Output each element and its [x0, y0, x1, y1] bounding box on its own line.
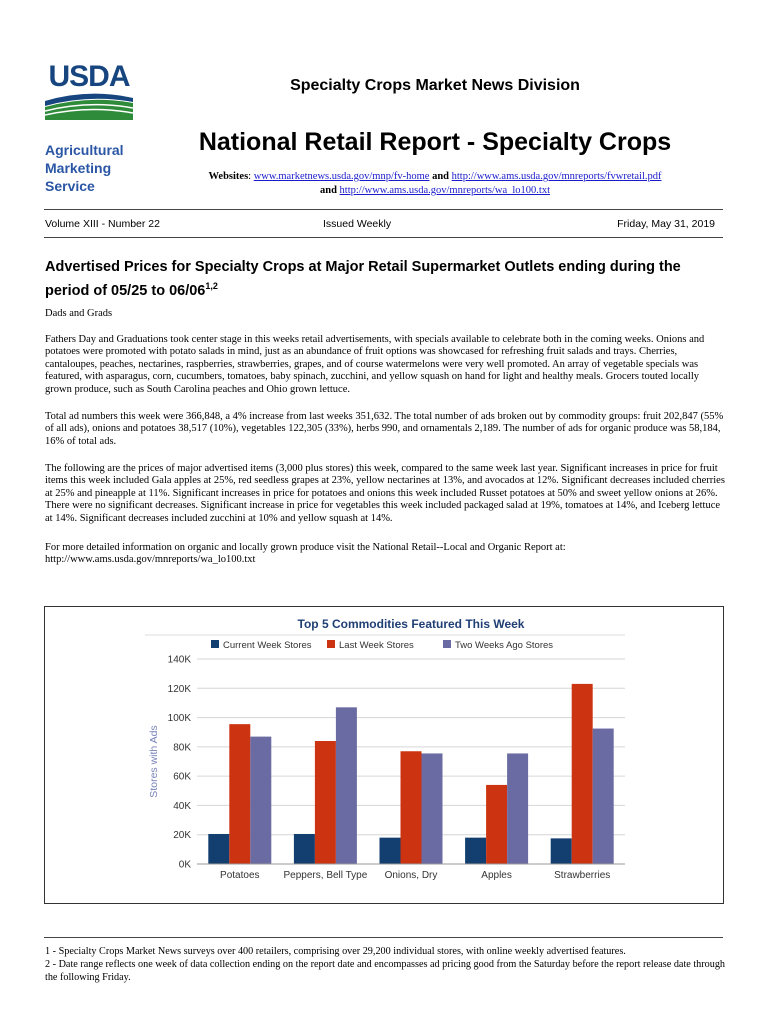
footnote-divider: [44, 937, 723, 938]
and-text-1: and: [432, 171, 450, 182]
headline-text: Advertised Prices for Specialty Crops at Major Retail Supermarket Outlets ending during the period of 05/25 to 06/06: [45, 259, 681, 299]
y-tick-label-7: 140K: [167, 654, 191, 666]
legend-label-2: Two Weeks Ago Stores: [455, 640, 554, 651]
divider-top: [44, 209, 723, 210]
agency-name: Agricultural Marketing Service: [45, 142, 124, 194]
chart-svg: [45, 607, 725, 905]
footnote-1: 1 - Specialty Crops Market News surveys over 400 retailers, comprising over 29,200 individual stores, with online weekly advertised features.: [45, 946, 626, 957]
paragraph-overview: Fathers Day and Graduations took center stage in this weeks retail advertisements, with specials available to celebrate both in the coming weeks. Onions and potatoes were promoted with potato salads in mind, just as an abundance of fruit options was showcased for refreshing fruit salads and trays. Cherries, cantaloupes, peaches, nectarines, raspberries, strawberries, grapes, and of course watermelons were very well promoted. An array of vegetable specials was featured, with asparagus, corn, cucumbers, tomatoes, baby spinach, zucchini, and yellow squash on hand for light and healthy meals. Grocers touted locally grown produce, such as South Carolina peaches and Ohio grown lettuce.: [45, 334, 705, 395]
usda-logo: [45, 62, 133, 120]
bar-1-0: [294, 834, 315, 864]
issue-frequency: Issued Weekly: [323, 218, 392, 230]
bar-0-0: [208, 834, 229, 864]
bar-0-1: [229, 724, 250, 864]
footnotes: [45, 945, 735, 984]
y-tick-label-2: 40K: [173, 800, 191, 812]
and-text-2: and: [319, 185, 337, 196]
legend-swatch-1: [327, 640, 335, 648]
link-wa-lo100[interactable]: http://www.ams.usda.gov/mnreports/wa_lo100.txt: [339, 185, 551, 196]
usda-logo-text: USDA: [48, 60, 130, 93]
chart-title: Top 5 Commodities Featured This Week: [297, 617, 525, 631]
division-name: Specialty Crops Market News Division: [290, 77, 580, 94]
usda-logo-fields-icon: [45, 92, 133, 120]
bar-3-0: [465, 838, 486, 864]
y-tick-label-1: 20K: [173, 830, 191, 842]
footnote-2: 2 - Date range reflects one week of data collection ending on the report date and encompasses ad pricing good from the Saturday before the report release date through the following Friday.: [45, 959, 726, 983]
bar-3-1: [486, 785, 507, 864]
bar-4-2: [593, 729, 614, 864]
y-tick-label-3: 60K: [173, 771, 191, 783]
paragraph-more-info: For more detailed information on organic and locally grown produce visit the National Retail--Local and Organic Report at: http://www.ams.usda.gov/mnreports/wa_lo100.txt: [45, 542, 566, 566]
bar-2-0: [380, 838, 401, 864]
x-tick-label-4: Strawberries: [554, 870, 611, 881]
bar-4-1: [572, 684, 593, 864]
y-tick-label-5: 100K: [167, 713, 191, 725]
websites-line: Websites: www.marketnews.usda.gov/mnp/fv-home and http://www.ams.usda.gov/mnreports/fvwretail.pdf and http://www.ams.usda.gov/mnreports/wa_lo100.txt: [208, 171, 662, 196]
divider-bottom: [44, 237, 723, 238]
commodities-chart: [44, 606, 724, 904]
x-tick-label-2: Onions, Dry: [384, 870, 438, 881]
paragraph-ad-totals: Total ad numbers this week were 366,848, a 4% increase from last weeks 351,632. The total number of ads broken out by commodity groups: fruit 202,847 (55% of all ads), onions and potatoes 38,517 (10%), vegetables 122,305 (33%), herbs 990, and ornamentals 2,189. The number of ads for organic produce was 58,184, 16% of total ads.: [45, 411, 724, 447]
bar-0-2: [250, 737, 271, 864]
headline-footnote-ref: 1,2: [205, 281, 218, 291]
y-tick-label-6: 120K: [167, 683, 191, 695]
bar-4-0: [551, 838, 572, 864]
paragraph-price-changes: The following are the prices of major advertised items (3,000 plus stores) this week, compared to the same week last year. Significant increases in price for fruit items this week included Gala apples at 25%, red seedless grapes at 23%, yellow nectarines at 13%, and avocados at 12%. Significant decreases included cherries at 25% and pineapple at 11%. Significant increases in price for potatoes and onions this week included Russet potatoes at 50% and sweet yellow onions at 26%. There were no significant decreases. Significant increase in price for vegetables this week included packaged salad at 19%, tomatoes at 14%, and Iceberg lettuce at 14%. Significant decreases included zucchini at 10% and yellow squash at 14%.: [45, 463, 725, 524]
issue-date: Friday, May 31, 2019: [617, 218, 715, 230]
section-subhead: Dads and Grads: [45, 308, 113, 319]
volume-bar: [45, 218, 715, 232]
legend-swatch-0: [211, 640, 219, 648]
bar-2-2: [422, 753, 443, 864]
report-headline: [45, 258, 725, 301]
y-axis-label: Stores with Ads: [148, 725, 160, 798]
legend-label-1: Last Week Stores: [339, 640, 414, 651]
legend-swatch-2: [443, 640, 451, 648]
y-tick-label-4: 80K: [173, 742, 191, 754]
legend-label-0: Current Week Stores: [223, 640, 312, 651]
x-tick-label-3: Apples: [481, 870, 512, 881]
bar-1-1: [315, 741, 336, 864]
link-fv-home[interactable]: www.marketnews.usda.gov/mnp/fv-home: [253, 171, 430, 182]
x-tick-label-1: Peppers, Bell Type: [283, 870, 368, 881]
bar-3-2: [507, 753, 528, 864]
bar-2-1: [401, 751, 422, 864]
report-title: National Retail Report - Specialty Crops: [198, 128, 672, 156]
x-tick-label-0: Potatoes: [220, 870, 260, 881]
volume-number: Volume XIII - Number 22: [45, 218, 160, 230]
y-tick-label-0: 0K: [178, 859, 191, 871]
bar-1-2: [336, 707, 357, 864]
link-fvwretail[interactable]: http://www.ams.usda.gov/mnreports/fvwretail.pdf: [451, 171, 662, 182]
websites-label: Websites: [208, 171, 249, 182]
